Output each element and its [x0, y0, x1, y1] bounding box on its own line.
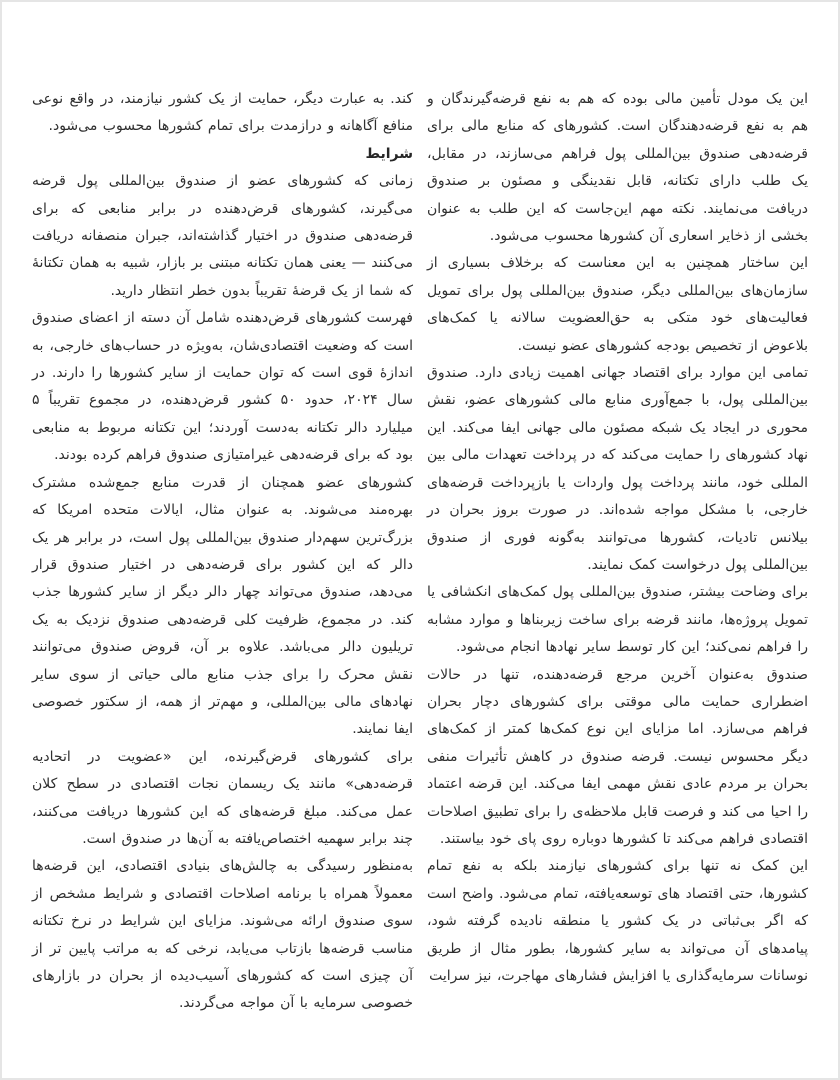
- paragraph: برای کشورهای قرض‌گیرنده، این «عضویت در اتحادیه قرضه‌دهی» مانند یک ریسمان نجات اقتصادی در سطح کلان عمل می‌کند. مبلغ قرضه‌های که این کشورها دریافت می‌کنند، چند برابر سهمیه اختصاص‌یافته به آن‌ها در صندوق است.: [32, 748, 413, 847]
- paragraph: به‌منظور رسیدگی به چالش‌های بنیادی اقتصادی، این قرضه‌ها معمولاً همراه با برنامه اصلاحات اقتصادی و شرایط مشخص از سوی صندوق ارائه می‌شوند. مزایای این شرایط در نرخ تکتانه مناسب قرضه‌ها بازتاب می‌یابد، نرخی که به مراتب پایین تر از آن چیزی است که کشورهای آسیب‌دیده از بحران در بازارهای خصوصی سرمایه با آن مواجه می‌گردند.: [32, 858, 413, 1012]
- paragraph: صندوق به‌عنوان آخرین مرجع قرضه‌دهنده، تنها در حالات اضطراری حمایت مالی موقتی برای کشورهای دچار بحران فراهم می‌سازد. اما مزایای این نوع کمک‌ها کمتر از کمک‌های دیگر محسوس نیست. قرضه صندوق در کاهش تأثیرات منفی بحران بر مردم عادی نقش مهمی ایفا می‌کند. این قرضه اعتماد را احیا می کند و فرصت قابل ملاحظه‌ی را برای تطبیق اصلاحات اقتصادی فراهم می‌کند تا کشورها دوباره روی پای خود بیاستند.: [427, 666, 808, 847]
- paragraph: این کمک نه تنها برای کشورهای نیازمند بلکه به نفع تمام کشورها، حتی اقتصاد های توسعه‌یافته، تمام می‌شود. واضح است که اگر بی‌ثباتی در یک کشور یا منطقه نادیده گرفته شود، پیامدهای آن می‌تواند به سایر کشورها، بطور مثال از طریق نوسانات سرمایه‌گذاری یا افزایش فشارهای مهاجرت، نیز سرایت: [427, 858, 808, 984]
- page-content: [32, 86, 808, 1018]
- section-heading-conditions: شرایط: [365, 145, 413, 162]
- paragraph: زمانی که کشورهای عضو از صندوق بین‌المللی پول قرضه می‌گیرند، کشورهای قرض‌دهنده در برابر منابعی که برای قرضه‌دهی صندوق در اختیار گذاشته‌اند، جبران منصفانه دریافت می‌کنند — یعنی همان تکتانه مبتنی بر بازار، شبیه به همان تکتانهٔ که شما از یک قرضهٔ تقریباً بدون خطر انتظار دارید.: [32, 173, 413, 299]
- paragraph: این ساختار همچنین به این معناست که برخلاف بسیاری از سازمان‌های بین‌المللی دیگر، صندوق بین‌المللی پول برای تمویل فعالیت‌های خود متکی به حق‌العضویت سالانه یا کمک‌های بلاعوض از تخصیص بودجه کشورهای عضو نیست.: [427, 255, 808, 354]
- paragraph: برای وضاحت بیشتر، صندوق بین‌المللی پول کمک‌های انکشافی یا تمویل پروژه‌ها، مانند قرضه برای ساخت زیربناها و موارد مشابه را فراهم نمی‌کند؛ این کار توسط سایر نهادها انجام می‌شود.: [427, 584, 808, 656]
- paragraph: فهرست کشورهای قرض‌دهنده شامل آن دسته از اعضای صندوق است که وضعیت اقتصادی‌شان، به‌ویژه در حساب‌های خارجی، به اندازهٔ قوی است که توان حمایت از سایر کشورها را دارند. در سال ۲۰۲۴، حدود ۵۰ کشور قرض‌دهنده، در مجموع تقریباً ۵ میلیارد دالر تکتانه به‌دست آوردند؛ این تکتانه مربوط به منابعی بود که برای قرضه‌دهی غیرامتیازی صندوق فراهم کرده بودند.: [32, 310, 413, 464]
- continuation-paragraph: کند. به عبارت دیگر، حمایت از یک کشور نیازمند، در واقع نوعی منافع آگاهانه و درازمدت برای تمام کشورها محسوب می‌شود.: [32, 91, 413, 135]
- column-left: [32, 86, 413, 1018]
- column-right: [427, 86, 808, 1018]
- paragraph: تمامی این موارد برای اقتصاد جهانی اهمیت زیادی دارد. صندوق بین‌المللی پول، با جمع‌آوری منابع مالی کشورهای عضو، نقش محوری در ایجاد یک شبکه مصئون مالی جهانی ایفا می‌کند. این نهاد کشورهای را حمایت می‌کند که در پرداخت تعهدات مالی بین المللی خود، مانند پرداخت پول واردات یا بازپرداخت قرضه‌های خارجی، با مشکل مواجه شده‌اند. در صورت بروز بحران در بیلانس تادیات، کشورها می‌توانند به‌گونه فوری از صندوق بین‌المللی پول درخواست کمک نمایند.: [427, 365, 808, 573]
- paragraph: کشورهای عضو همچنان از قدرت منابع جمع‌شده مشترک بهره‌مند می‌شوند. به عنوان مثال، ایالات متحده امریکا که بزرگ‌ترین سهم‌دار صندوق بین‌المللی پول است، در برابر هر یک دالر که این کشور برای قرضه‌دهی در اختیار صندوق قرار می‌دهد، صندوق می‌تواند چهار دالر دیگر از سایر کشورها جذب کند. در مجموع، ظرفیت کلی قرضه‌دهی صندوق نزدیک به یک تریلیون دالر می‌باشد. علاوه بر آن، قروض صندوق می‌توانند نقش محرک را برای جذب منابع مالی حیاتی از سوی سایر نهادهای مالی بین‌المللی، و مهم‌تر از همه، از سکتور خصوصی ایفا نمایند.: [32, 474, 413, 738]
- paragraph: این یک مودل تأمین مالی بوده که هم به نفع قرضه‌گیرندگان و هم به نفع قرضه‌دهندگان است. کشورهای که منابع مالی برای قرضه‌دهی صندوق بین‌المللی پول فراهم می‌سازند، در مقابل، یک طلب دارای تکتانه، قابل نقدینگی و مصئون بر صندوق دریافت می‌نمایند. نکته مهم این‌جاست که این طلب به عنوان بخشی از ذخایر اسعاری آن کشورها محسوب می‌شود.: [427, 91, 808, 245]
